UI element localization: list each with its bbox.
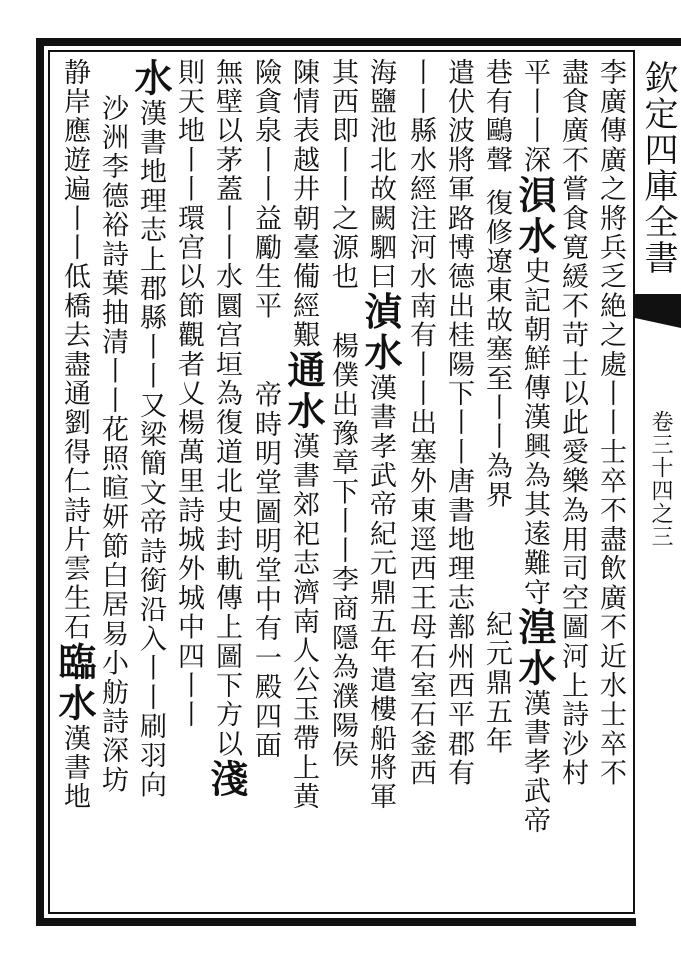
column-text: 其西即丨丨之源也 bbox=[327, 58, 358, 292]
headword: 湞水 bbox=[358, 291, 403, 374]
text-column-9 bbox=[281, 58, 326, 908]
annotation: 沙洲李德裕詩葉抽清丨丨花照暄妍節白居易小舫詩深坊 bbox=[97, 94, 128, 795]
inner-top-rule bbox=[48, 50, 633, 52]
text-column-6 bbox=[400, 58, 440, 908]
frame-bottom-border bbox=[36, 918, 636, 926]
text-column-3 bbox=[512, 58, 557, 908]
annotation: 漢書孝武帝紀元鼎五年遣樓船將軍 bbox=[365, 373, 396, 812]
frame-left-border bbox=[36, 38, 44, 926]
banner-title: 欽定四庫全書 bbox=[638, 60, 678, 276]
text-column-13 bbox=[128, 58, 173, 908]
annotation: 史記朝鮮傳漢興為其逺難守 bbox=[519, 256, 550, 608]
text-column-10 bbox=[245, 58, 285, 908]
text-column-8 bbox=[322, 58, 362, 908]
annotation: 漢書地理志上郡縣丨丨又梁簡文帝詩銜沿入丨丨刷羽向 bbox=[135, 99, 166, 800]
column-text: 李廣傳廣之將兵乏絶之處丨丨士卒不盡飲廣不近水士卒不 bbox=[595, 58, 626, 788]
column-text: 丨丨縣水經注河水南有丨丨出塞外東逕西王母石室石釜西 bbox=[405, 58, 436, 788]
annotation: 楊僕出豫章下丨丨李商隱為濮陽侯 bbox=[327, 331, 358, 770]
annotation: 帝時明堂圖明堂中有一殿四面 bbox=[250, 380, 281, 761]
column-text: 巷有鷗聲 bbox=[481, 58, 512, 175]
fishtail-mark bbox=[635, 294, 681, 318]
annotation: 漢書孝武帝 bbox=[519, 689, 550, 836]
banner-volume: 卷三十四之三 bbox=[648, 410, 673, 548]
text-column-7 bbox=[358, 58, 403, 908]
margin-rule bbox=[633, 50, 635, 914]
headword: 臨水 bbox=[52, 642, 97, 724]
inner-left-rule bbox=[48, 50, 50, 914]
column-text: 險貪泉丨丨益勵生平 bbox=[250, 58, 281, 321]
headword: 水 bbox=[128, 58, 173, 99]
column-text: 静岸應遊遍丨丨低橋去盡通劉得仁詩片雲生石 bbox=[59, 58, 90, 642]
column-text: 平丨丨深 bbox=[519, 58, 550, 175]
headword: 浿水 bbox=[512, 174, 557, 257]
headword: 淺 bbox=[204, 758, 249, 800]
inner-bottom-rule bbox=[48, 912, 633, 914]
column-text: 則天地丨丨環宫以節觀者乂楊萬里詩城外城中四丨丨 bbox=[173, 58, 204, 730]
column-text: 遣伏波將軍路博德出桂陽下丨丨唐書地理志鄯州西平郡有 bbox=[443, 58, 474, 788]
headword: 湟水 bbox=[512, 607, 557, 690]
text-column-12 bbox=[168, 58, 208, 908]
text-column-5 bbox=[438, 58, 478, 908]
text-column-1 bbox=[590, 58, 630, 908]
text-column-4 bbox=[476, 58, 516, 908]
column-text: 盡食廣不嘗食寛緩不苛士以此愛樂為用司空圖河上詩沙村 bbox=[557, 58, 588, 788]
text-column-14 bbox=[92, 58, 132, 908]
annotation: 漢書地 bbox=[59, 724, 90, 812]
column-text: 無壁以茅蓋丨丨水圜宫垣為復道北史封軌傳上圖下方以 bbox=[211, 58, 242, 759]
column-text: 海鹽池北故闕駟曰 bbox=[365, 58, 396, 292]
text-column-2 bbox=[552, 58, 592, 908]
annotation: 紀元鼎五年 bbox=[481, 610, 512, 757]
text-column-11 bbox=[204, 58, 249, 908]
annotation: 復修遼東故塞至丨丨為界 bbox=[481, 188, 512, 511]
annotation: 漢書郊祀志濟南人公玉帶上黄 bbox=[288, 432, 319, 812]
text-column-15 bbox=[52, 58, 97, 908]
column-text: 陳情表越井朝臺僃經艱 bbox=[288, 58, 319, 350]
headword: 通水 bbox=[281, 350, 326, 432]
frame-top-border bbox=[36, 38, 681, 46]
